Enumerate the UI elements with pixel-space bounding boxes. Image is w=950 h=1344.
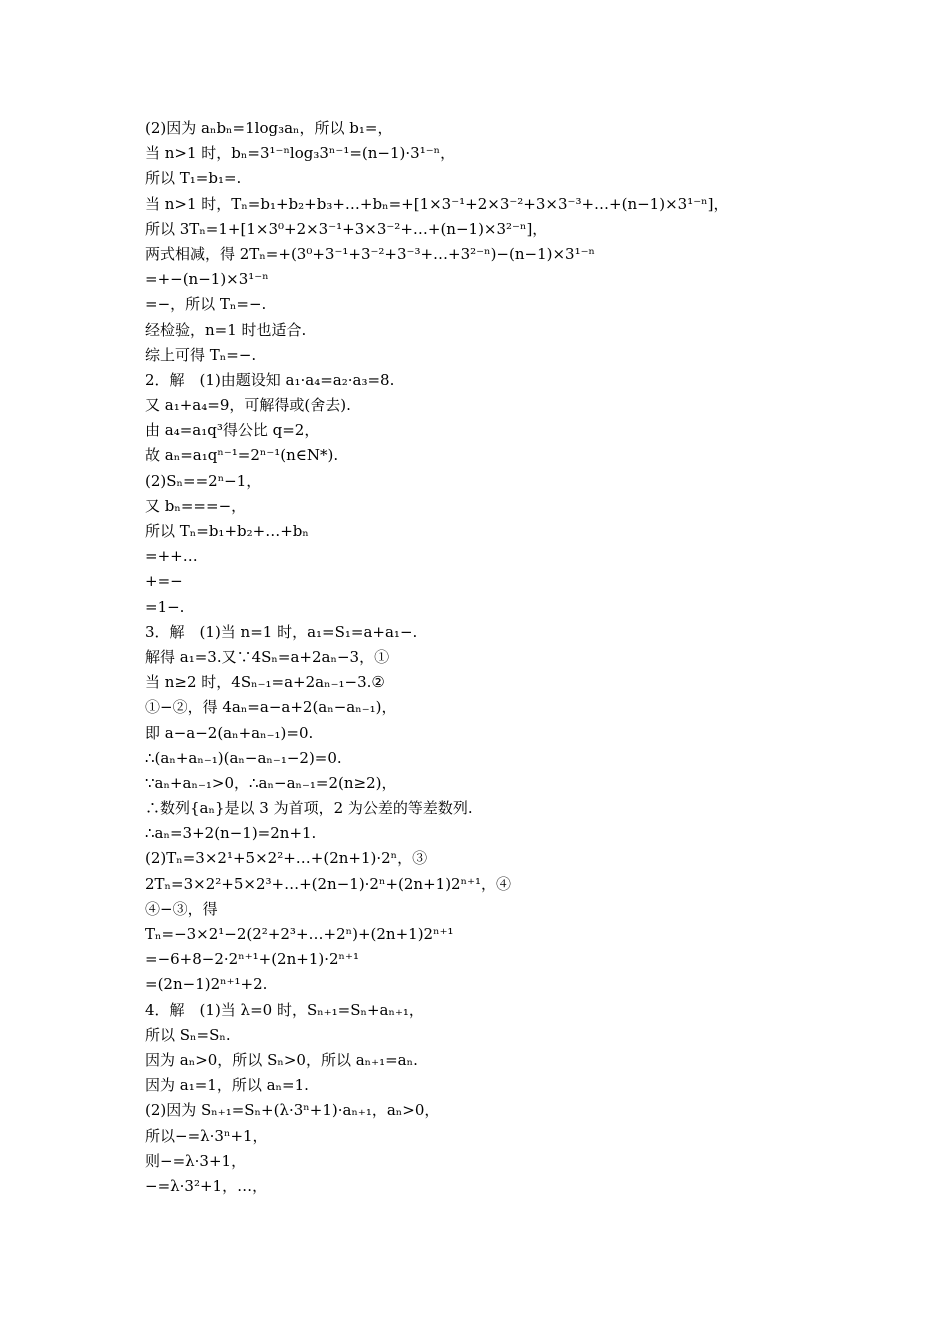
text-line: (2)Sₙ==2ⁿ−1， [145, 471, 262, 490]
text-line: =+−(n−1)×3¹⁻ⁿ [145, 270, 269, 289]
text-line: 所以 3Tₙ=1+[1×3⁰+2×3⁻¹+3×3⁻²+…+(n−1)×3²⁻ⁿ]， [145, 219, 548, 238]
text-line: =1−. [145, 597, 185, 616]
text-line: ④−③，得 [145, 899, 218, 918]
text-line: 经检验，n=1 时也适合. [145, 320, 307, 339]
text-line: 2Tₙ=3×2²+5×2³+…+(2n−1)·2ⁿ+(2n+1)2ⁿ⁺¹，④ [145, 874, 512, 893]
text-line: 即 a−a−2(aₙ+aₙ₋₁)=0. [145, 723, 314, 742]
text-line: (2)因为 Sₙ₊₁=Sₙ+(λ·3ⁿ+1)·aₙ₊₁，aₙ>0， [145, 1101, 440, 1120]
text-line: ∴aₙ=3+2(n−1)=2n+1. [145, 824, 317, 843]
text-line: 2．解 (1)由题设知 a₁·a₄=a₂·a₃=8. [145, 370, 395, 389]
text-line: 当 n>1 时，Tₙ=b₁+b₂+b₃+…+bₙ=+[1×3⁻¹+2×3⁻²+3×3⁻³+…+(n−1)×3¹⁻ⁿ]， [145, 194, 729, 213]
text-line: =−，所以 Tₙ=−. [145, 295, 267, 314]
text-line: 所以 T₁=b₁=. [145, 169, 242, 188]
text-line: 因为 aₙ>0，所以 Sₙ>0，所以 aₙ₊₁=aₙ. [145, 1050, 418, 1069]
text-line: 综上可得 Tₙ=−. [145, 345, 257, 364]
text-line: 则−=λ·3+1， [145, 1151, 247, 1170]
text-line: 因为 a₁=1，所以 aₙ=1. [145, 1076, 309, 1095]
text-line: =−6+8−2·2ⁿ⁺¹+(2n+1)·2ⁿ⁺¹ [145, 950, 359, 969]
text-line: 3．解 (1)当 n=1 时，a₁=S₁=a+a₁−. [145, 622, 418, 641]
text-line: 当 n≥2 时，4Sₙ₋₁=a+2aₙ₋₁−3.② [145, 673, 385, 692]
text-line: 故 aₙ=a₁qⁿ⁻¹=2ⁿ⁻¹(n∈N*). [145, 446, 339, 465]
text-line: 4．解 (1)当 λ=0 时，Sₙ₊₁=Sₙ+aₙ₊₁， [145, 1000, 424, 1019]
text-line: 两式相减，得 2Tₙ=+(3⁰+3⁻¹+3⁻²+3⁻³+…+3²⁻ⁿ)−(n−1)×3¹⁻ⁿ [145, 244, 596, 263]
text-line: −=λ·3²+1，…， [145, 1176, 268, 1195]
text-line: ∴数列{aₙ}是以 3 为首项，2 为公差的等差数列. [145, 799, 473, 818]
text-line: Tₙ=−3×2¹−2(2²+2³+…+2ⁿ)+(2n+1)2ⁿ⁺¹ [145, 925, 454, 943]
text-line: 所以 Tₙ=b₁+b₂+…+bₙ [145, 522, 309, 540]
text-line: 又 a₁+a₄=9，可解得或(舍去). [145, 396, 351, 415]
text-line: =(2n−1)2ⁿ⁺¹+2. [145, 975, 268, 994]
text-line: 又 bₙ===−， [145, 496, 247, 515]
text-line: 当 n>1 时，bₙ=3¹⁻ⁿlog₃3ⁿ⁻¹=(n−1)·3¹⁻ⁿ， [145, 144, 456, 163]
text-line: +=− [145, 572, 183, 591]
document-body [145, 116, 905, 1199]
text-line: ∵aₙ+aₙ₋₁>0，∴aₙ−aₙ₋₁=2(n≥2)， [145, 773, 397, 792]
text-line: (2)因为 aₙbₙ=1log₃aₙ，所以 b₁=， [145, 119, 393, 137]
text-line: ∴(aₙ+aₙ₋₁)(aₙ−aₙ₋₁−2)=0. [145, 748, 342, 767]
text-line: =++… [145, 547, 198, 566]
text-line: 解得 a₁=3.又∵4Sₙ=a+2aₙ−3，① [145, 647, 390, 666]
text-line: ①−②，得 4aₙ=a−a+2(aₙ−aₙ₋₁)， [145, 698, 397, 717]
text-line: 所以 Sₙ=Sₙ. [145, 1025, 231, 1044]
text-line: 由 a₄=a₁q³得公比 q=2， [145, 421, 320, 440]
text-line: 所以−=λ·3ⁿ+1， [145, 1126, 268, 1145]
text-line: (2)Tₙ=3×2¹+5×2²+…+(2n+1)·2ⁿ，③ [145, 849, 428, 868]
